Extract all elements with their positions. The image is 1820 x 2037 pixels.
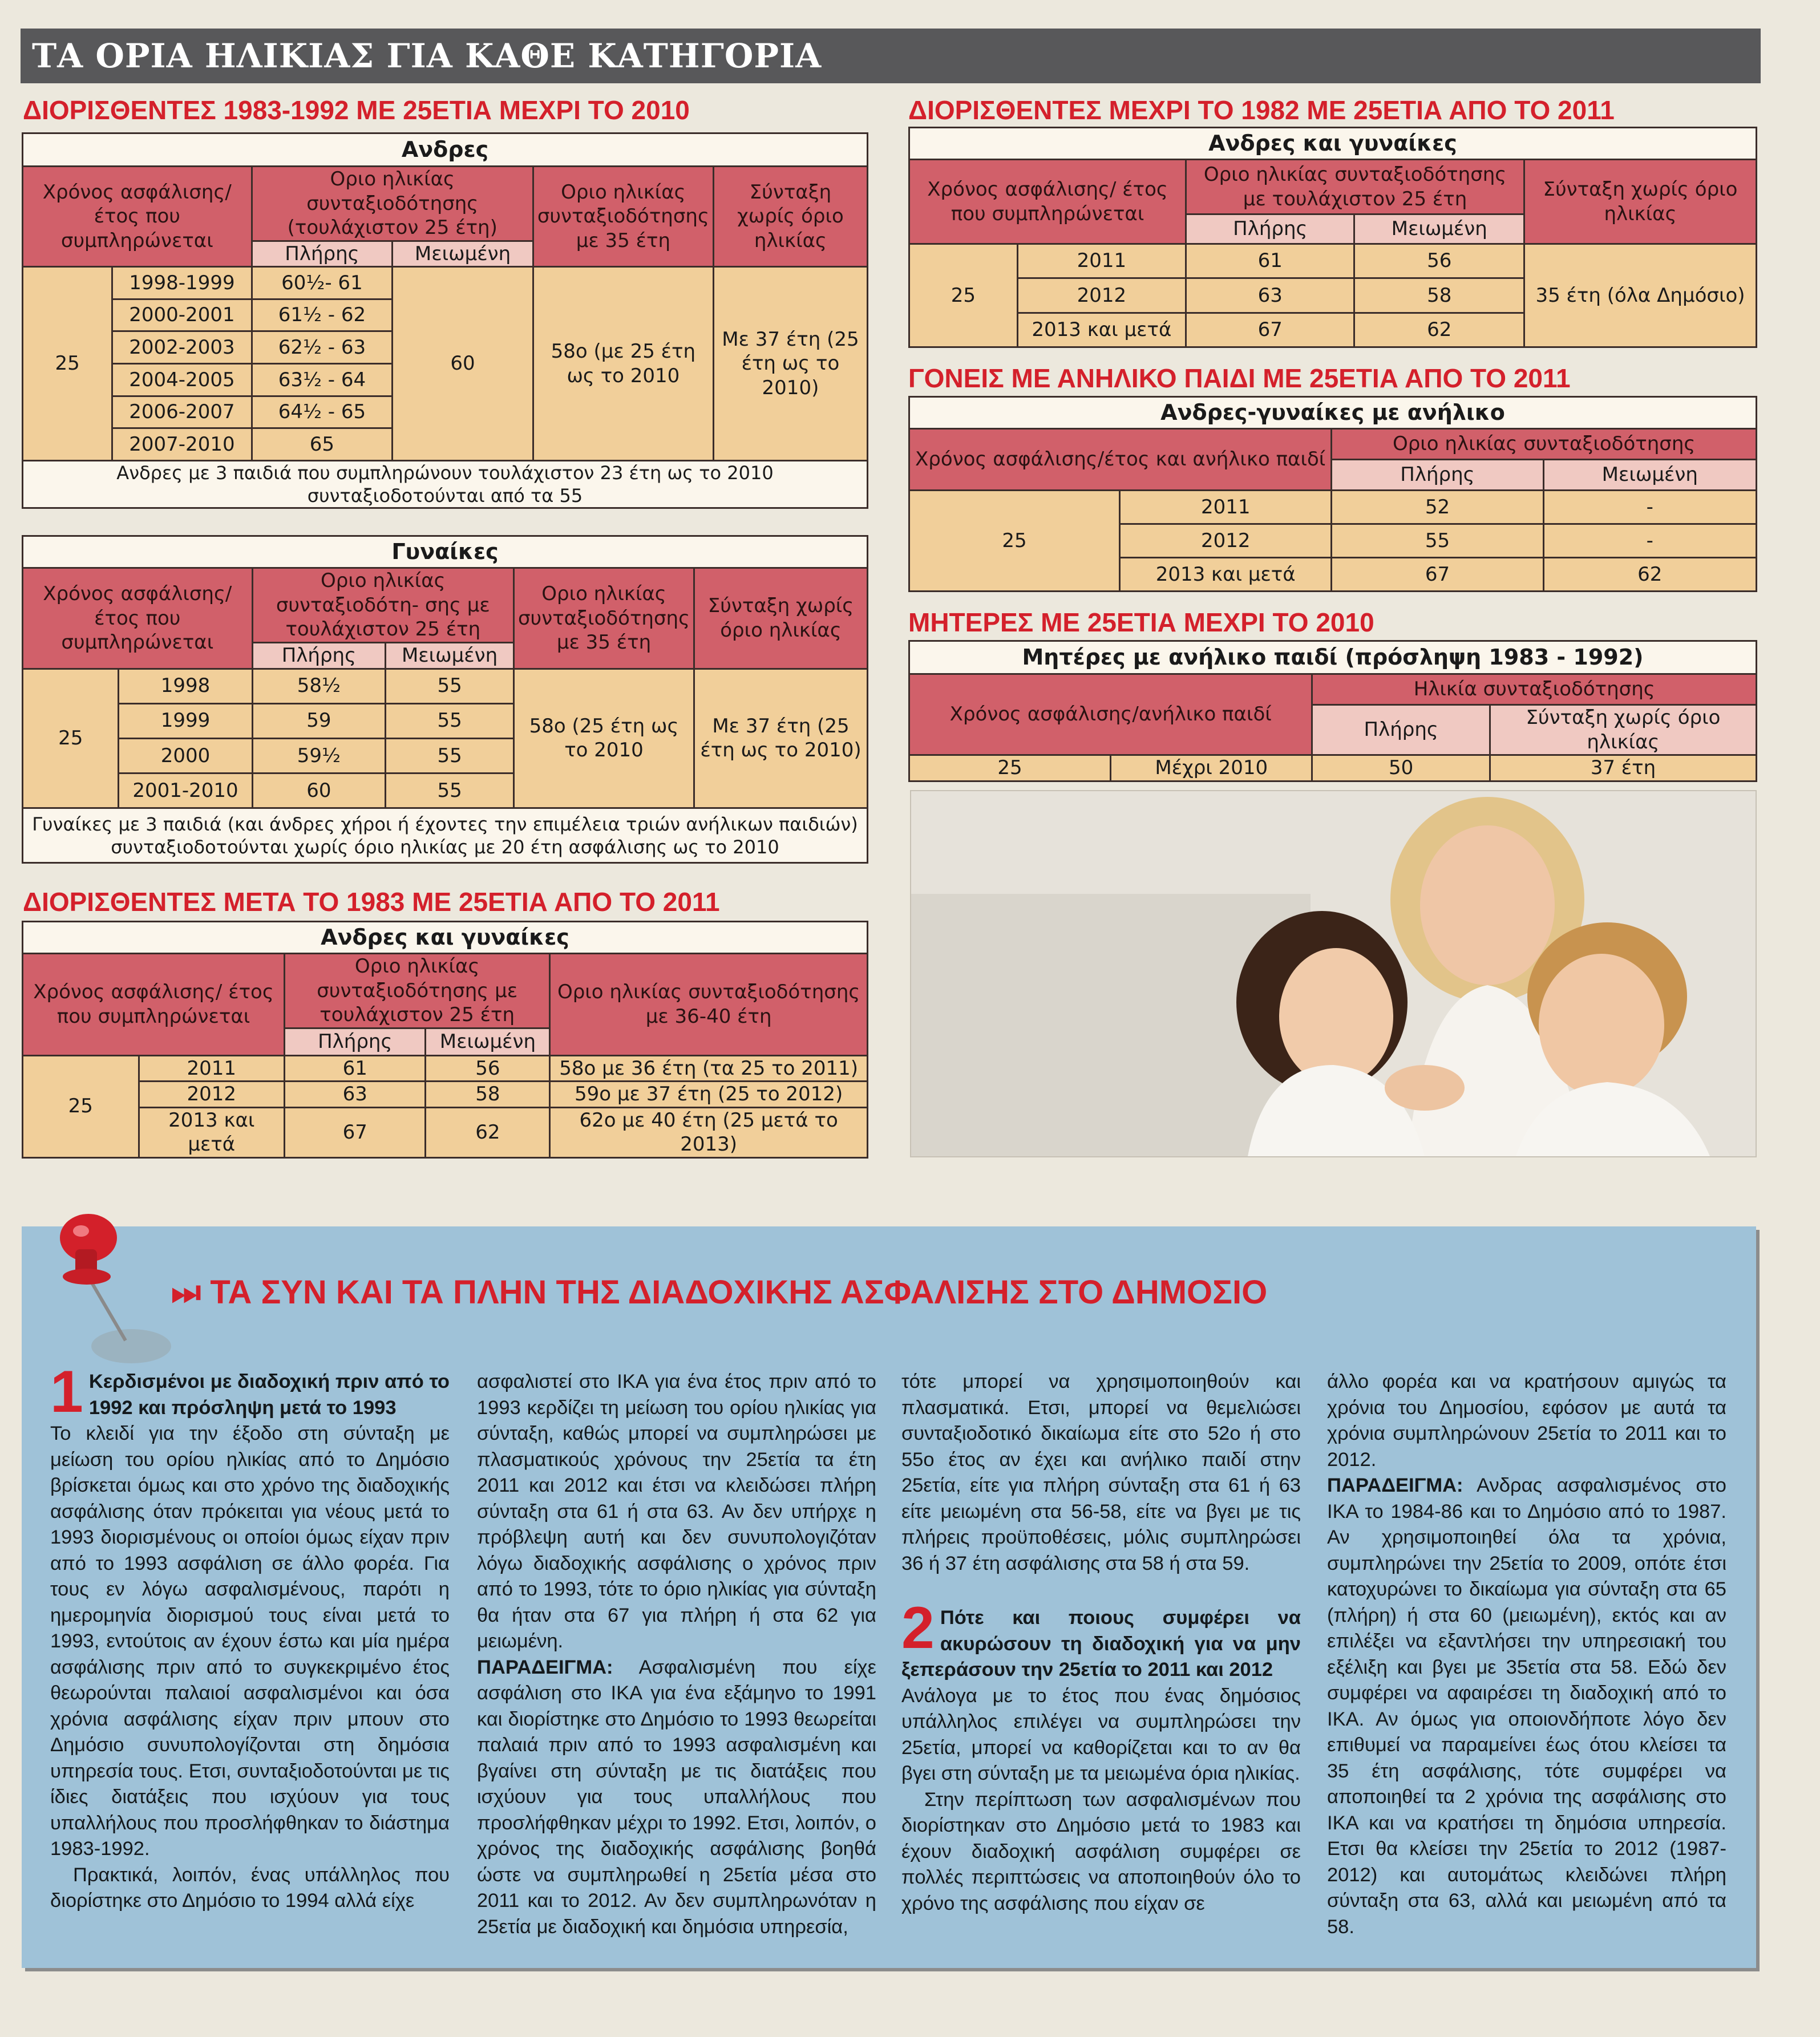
t2-h-limit35: Οριο ηλικίας συνταξιοδότησης με 35 έτη — [513, 568, 694, 669]
t1-row-full: 65 — [252, 428, 393, 461]
t3-h-limit36: Οριο ηλικίας συνταξιοδότησης με 36-40 έτη — [550, 954, 868, 1056]
section-number-2: 2 — [901, 1595, 935, 1661]
section-number-1: 1 — [50, 1359, 83, 1425]
t3-row-reduced: 56 — [426, 1055, 550, 1082]
t1-h-full: Πλήρης — [252, 241, 393, 267]
t5-row-full: 52 — [1332, 491, 1543, 524]
t4-title: ΔΙΟΡΙΣΘΕΝΤΕΣ ΜΕΧΡΙ ΤΟ 1982 ΜΕ 25ΕΤΙΑ ΑΠΟ ΤΟ 2011 — [908, 95, 1615, 125]
t4-caption: Ανδρες και γυναίκες — [909, 128, 1757, 160]
t6-until: Μέχρι 2010 — [1111, 755, 1312, 781]
t3-years: 25 — [23, 1055, 139, 1157]
t5-h-year: Χρόνος ασφάλισης/έτος και ανήλικο παιδί — [909, 429, 1332, 491]
t2-row-full: 58½ — [252, 669, 386, 703]
t5-row-full: 55 — [1332, 524, 1543, 558]
t5-row-reduced: - — [1543, 524, 1756, 558]
t3-row-full: 63 — [285, 1082, 426, 1108]
t5-h-full: Πλήρης — [1332, 460, 1543, 491]
t5-title: ΓΟΝΕΙΣ ΜΕ ΑΝΗΛΙΚΟ ΠΑΙΔΙ ΜΕ 25ΕΤΙΑ ΑΠΟ ΤΟ 2011 — [908, 363, 1571, 393]
t3-caption: Ανδρες και γυναίκες — [23, 922, 868, 954]
t1-limit35: 58ο (με 25 έτη ως το 2010 — [533, 267, 713, 461]
t1-caption: Ανδρες — [23, 133, 868, 167]
t4-row-year: 2012 — [1017, 278, 1186, 313]
t5-row-full: 67 — [1332, 558, 1543, 592]
t4-row-reduced: 56 — [1354, 244, 1524, 278]
t1-nolimit: Με 37 έτη (25 έτη ως το 2010) — [713, 267, 867, 461]
t2-row-reduced: 55 — [386, 669, 514, 703]
article-column-3 — [901, 1369, 1301, 1917]
t2-h-limit25: Οριο ηλικίας συνταξιοδότη- σης με τουλάχιστον 25 έτη — [252, 568, 513, 643]
t3-row-year: 2012 — [139, 1082, 285, 1108]
box-title: ⏭ ΤΑ ΣΥΝ ΚΑΙ ΤΑ ΠΛΗΝ ΤΗΣ ΔΙΑΔΟΧΙΚΗΣ ΑΣΦΑΛΙΣΗΣ ΣΤΟ ΔΗΜΟΣΙΟ — [171, 1274, 1268, 1311]
t6-caption: Μητέρες με ανήλικο παιδί (πρόσληψη 1983 - 1992) — [909, 641, 1757, 674]
t1-row-year: 2007-2010 — [112, 428, 252, 461]
t5-row-year: 2012 — [1120, 524, 1332, 558]
t4-row-reduced: 58 — [1354, 278, 1524, 313]
t5-h-reduced: Μειωμένη — [1543, 460, 1756, 491]
t4-row-full: 67 — [1186, 313, 1354, 347]
t2-row-full: 60 — [252, 773, 386, 808]
t4-row-year: 2013 και μετά — [1017, 313, 1186, 347]
t2-row-full: 59 — [252, 703, 386, 738]
t1-reduced: 60 — [393, 267, 533, 461]
paragraph: Ανδρας ασφαλισμένος στο ΙΚΑ το 1984-86 και το Δημόσιο από το 1987. Αν χρησιμοποιηθεί όλα τα χρόνια, συμπληρώνει την 25ετία το 2009, οπότε έτσι κατοχυρώνει το δικαίωμα για σύνταξη στα 65 (πλήρη) ή στα 60 (μειωμένη), εκτός και αν επιλέξει να εξαντλήσει την υπηρεσιακή του εξέλιξη και βγει με 35ετία στα 58. Εδώ δεν συμφέρει να αφαιρέσει τη διαδοχική από το ΙΚΑ. Αν όμως για οποιονδήποτε λόγο δεν επιθυμεί να παραμείνει έως ότου κλείσει τα 35 έτη ασφάλισης, τότε συμφέρει να αποποιηθεί τα 2 χρόνια της ασφάλισης στο ΙΚΑ και να κρατήσει τη δημόσια υπηρεσία. Ετσι θα κλείσει την 25ετία το 2012 (1987-2012) και αυτομάτως κλειδώνει πλήρη σύνταξη στα 63, αλλά και μειωμένη από τα 58. — [1327, 1475, 1726, 1938]
t2-note: Γυναίκες με 3 παιδιά (και άνδρες χήροι ή έχοντες την επιμέλεια τριών ανήλικων παιδιών) συνταξιοδοτούνται χωρίς όριο ηλικίας με 20 έτη ασφάλισης ως το 2010 — [23, 808, 868, 863]
t5-years: 25 — [909, 491, 1120, 592]
t1-row-full: 64½ - 65 — [252, 396, 393, 428]
t3-row-full: 67 — [285, 1107, 426, 1157]
push-pin-icon — [46, 1204, 183, 1375]
t1-h-nolimit: Σύνταξη χωρίς όριο ηλικίας — [713, 167, 867, 267]
t4-h-limit25: Οριο ηλικίας συνταξιοδότησης με τουλάχιστον 25 έτη — [1186, 160, 1524, 214]
t6-h-full: Πλήρης — [1312, 705, 1490, 755]
t1-row-year: 2004-2005 — [112, 363, 252, 396]
t3-h-limit25: Οριο ηλικίας συνταξιοδότησης με τουλάχιστον 25 έτη — [285, 954, 550, 1028]
t4-row-year: 2011 — [1017, 244, 1186, 278]
t6-h-age: Ηλικία συνταξιοδότησης — [1312, 674, 1757, 705]
t2-nolimit: Με 37 έτη (25 έτη ως το 2010) — [694, 669, 868, 808]
family-photo-illustration — [911, 791, 1756, 1156]
t1-years: 25 — [23, 267, 112, 461]
t3-h-year: Χρόνος ασφάλισης/ έτος που συμπληρώνεται — [23, 954, 285, 1056]
t2-h-year: Χρόνος ασφάλισης/ έτος που συμπληρώνεται — [23, 568, 253, 669]
example-label: ΠΑΡΑΔΕΙΓΜΑ: — [1327, 1475, 1463, 1496]
t5-caption: Ανδρες-γυναίκες με ανήλικο — [909, 397, 1757, 429]
t4-years: 25 — [909, 244, 1018, 347]
t4-row-full: 61 — [1186, 244, 1354, 278]
page-banner: ΤΑ ΟΡΙΑ ΗΛΙΚΙΑΣ ΓΙΑ ΚΑΘΕ ΚΑΤΗΓΟΡΙΑ — [21, 29, 1761, 83]
t5-h-limit: Οριο ηλικίας συνταξιοδότησης — [1332, 429, 1757, 460]
t2-limit35: 58ο (25 έτη ως το 2010 — [513, 669, 694, 808]
t3-row-other: 58ο με 36 έτη (τα 25 το 2011) — [550, 1055, 868, 1082]
t4-h-nolimit: Σύνταξη χωρίς όριο ηλικίας — [1524, 160, 1756, 244]
t6-nolimit: 37 έτη — [1490, 755, 1756, 781]
section-heading-1: Κερδισμένοι με διαδοχική πριν από το 1992 και πρόσληψη μετά το 1993 — [88, 1371, 450, 1419]
t5-row-year: 2013 και μετά — [1120, 558, 1332, 592]
t1-row-full: 63½ - 64 — [252, 363, 393, 396]
until-1982-table — [908, 127, 1757, 348]
t6-years: 25 — [909, 755, 1111, 781]
t3-title: ΔΙΟΡΙΣΘΕΝΤΕΣ ΜΕΤΑ ΤΟ 1983 ΜΕ 25ΕΤΙΑ ΑΠΟ ΤΟ 2011 — [23, 887, 720, 917]
paragraph: τότε μπορεί να χρησιμοποιηθούν και πλασματικά. Ετσι, μπορεί να θεμελιώσει συνταξιοδοτικό δικαίωμα είτε στο 52ο ή στο 55ο έτος αν έχει και ανήλικο παιδί στην 25ετία, είτε για πλήρη σύνταξη στα 61 ή 63 είτε μειωμένη στα 56-58, είτε να βγει με τις πλήρεις προϋποθέσεις, μόλις συμπληρώσει 36 ή 37 έτη ασφάλισης στα 58 ή στα 59. — [901, 1371, 1301, 1574]
t2-row-year: 1998 — [119, 669, 252, 703]
t1-note: Ανδρες με 3 παιδιά που συμπληρώνουν τουλάχιστον 23 έτη ως το 2010 συνταξιοδοτούνται από τα 55 — [23, 461, 868, 508]
t2-row-year: 2001-2010 — [119, 773, 252, 808]
t1-row-year: 2000-2001 — [112, 299, 252, 331]
parents-table — [908, 396, 1757, 592]
section-heading-2: Πότε και ποιους συμφέρει να ακυρώσουν τη διαδοχική για να μην ξεπεράσουν την 25ετία το 2011 και 2012 — [901, 1607, 1301, 1680]
t3-row-year: 2011 — [139, 1055, 285, 1082]
article-column-1 — [50, 1359, 450, 1914]
paragraph: άλλο φορέα και να κρατήσουν αμιγώς τα χρόνια του Δημοσίου, εφόσον με αυτά τα χρόνια συμπληρώνουν 25ετία το 2011 και το 2012. — [1327, 1371, 1726, 1471]
family-photo — [910, 790, 1757, 1157]
paragraph: ασφαλιστεί στο ΙΚΑ για ένα έτος πριν από το 1993 κερδίζει τη μείωση του ορίου ηλικίας για σύνταξη, καθώς μπορεί να συμπληρώσει με πλασματικούς χρόνους την 25ετία τα έτη 2011 και 2012 και έτσι να κλειδώσει πλήρη σύνταξη στα 61 ή στα 63. Αν δεν υπήρχε η πρόβλεψη αυτή και δεν συνυπολογιζόταν λόγω διαδοχικής ασφάλισης ο χρόνος πριν από το 1993, τότε το όριο ηλικίας για σύνταξη θα ήταν στα 67 για πλήρη ή στα 62 για μειωμένη. — [477, 1371, 876, 1652]
t4-h-reduced: Μειωμένη — [1354, 214, 1524, 244]
t2-row-reduced: 55 — [386, 773, 514, 808]
example-label: ΠΑΡΑΔΕΙΓΜΑ: — [477, 1656, 613, 1678]
t2-row-reduced: 55 — [386, 738, 514, 773]
t1-row-year: 2006-2007 — [112, 396, 252, 428]
paragraph: Πρακτικά, λοιπόν, ένας υπάλληλος που διορίστηκε στο Δημόσιο το 1994 αλλά είχε — [50, 1864, 450, 1912]
t1-title: ΔΙΟΡΙΣΘΕΝΤΕΣ 1983-1992 ΜΕ 25ΕΤΙΑ ΜΕΧΡΙ ΤΟ 2010 — [23, 95, 690, 125]
t6-h-nolimit: Σύνταξη χωρίς όριο ηλικίας — [1490, 705, 1756, 755]
t2-h-full: Πλήρης — [252, 642, 386, 669]
t5-row-reduced: - — [1543, 491, 1756, 524]
t1-row-full: 60½- 61 — [252, 267, 393, 299]
t1-row-full: 61½ - 62 — [252, 299, 393, 331]
t3-row-full: 61 — [285, 1055, 426, 1082]
t2-h-nolimit: Σύνταξη χωρίς όριο ηλικίας — [694, 568, 868, 669]
t5-row-year: 2011 — [1120, 491, 1332, 524]
t2-row-full: 59½ — [252, 738, 386, 773]
women-table — [22, 535, 868, 864]
t6-title: ΜΗΤΕΡΕΣ ΜΕ 25ΕΤΙΑ ΜΕΧΡΙ ΤΟ 2010 — [908, 608, 1374, 637]
t6-full: 50 — [1312, 755, 1490, 781]
t3-row-other: 59ο με 37 έτη (25 το 2012) — [550, 1082, 868, 1108]
paragraph: Ανάλογα με το έτος που ένας δημόσιος υπάλληλος επιλέγει να συμπληρώσει την 25ετία, μπορεί να καθορίζεται και το αν θα βγει στη σύνταξη με τα μειωμένα όρια ηλικίας. — [901, 1684, 1301, 1784]
t1-h-limit35: Οριο ηλικίας συνταξιοδότησης με 35 έτη — [533, 167, 713, 267]
t3-h-full: Πλήρης — [285, 1028, 426, 1055]
t2-h-reduced: Μειωμένη — [386, 642, 514, 669]
men-table — [22, 132, 868, 509]
t4-h-year: Χρόνος ασφάλισης/ έτος που συμπληρώνεται — [909, 160, 1186, 244]
t4-h-full: Πλήρης — [1186, 214, 1354, 244]
t3-row-reduced: 58 — [426, 1082, 550, 1108]
t2-years: 25 — [23, 669, 119, 808]
t1-row-year: 2002-2003 — [112, 331, 252, 364]
t1-row-year: 1998-1999 — [112, 267, 252, 299]
t4-row-reduced: 62 — [1354, 313, 1524, 347]
paragraph: Ασφαλισμένη που είχε ασφάλιση στο ΙΚΑ για ένα εξάμηνο το 1991 και διορίστηκε στο Δημόσιο το 1993 θεωρείται παλαιά πριν από το 1993 ασφαλισμένη και βγαίνει στη σύνταξη με τις διατάξεις που ισχύουν για τους υπαλλήλους που προσλήφθηκαν μέχρι το 1992. Ετσι, λοιπόν, ο χρόνος της διαδοχικής ασφάλισης βοηθά ώστε να συμπληρωθεί η 25ετία μέσα στο 2011 και το 2012. Αν δεν συμπληρωνόταν η 25ετία με διαδοχική και δημόσια υπηρεσία, — [477, 1656, 876, 1938]
t3-row-year: 2013 και μετά — [139, 1107, 285, 1157]
t2-caption: Γυναίκες — [23, 536, 868, 568]
t6-h-year: Χρόνος ασφάλισης/ανήλικο παιδί — [909, 674, 1312, 755]
mothers-table — [908, 640, 1757, 782]
paragraph: Το κλειδί για την έξοδο στη σύνταξη με μείωση του ορίου ηλικίας από το Δημόσιο βρίσκεται όμως και στο χρόνο της διαδοχικής ασφάλισης όταν πρόκειται για νέους μετά το 1993 διορισμένους οι οποίοι όμως είχαν πριν από το 1993 ασφάλιση σε άλλο φορέα. Για τους εν λόγω ασφαλισμένους, παρότι η ημερομηνία διορισμού τους είναι μετά το 1993, εντούτοις αν έχουν έστω και μία ημέρα ασφάλισης πριν από το συγκεκριμένο έτος θεωρούνται παλαιοί ασφαλισμένοι και όσα χρόνια ασφάλισης είχαν πριν μπουν στο Δημόσιο συνυπολογίζονται στη δημόσια υπηρεσία τους. Ετσι, συνταξιοδοτούνται με τις ίδιες διατάξεις που ισχύουν για τους υπαλλήλους που προσλήφθηκαν το διάστημα 1983-1992. — [50, 1423, 450, 1860]
t1-row-full: 62½ - 63 — [252, 331, 393, 364]
t1-h-year: Χρόνος ασφάλισης/ έτος που συμπληρώνεται — [23, 167, 252, 267]
t4-nolimit: 35 έτη (όλα Δημόσιο) — [1524, 244, 1756, 347]
t1-h-reduced: Μειωμένη — [393, 241, 533, 267]
t2-row-year: 2000 — [119, 738, 252, 773]
after-1983-table — [22, 921, 868, 1159]
t3-h-reduced: Μειωμένη — [426, 1028, 550, 1055]
t1-h-limit25: Οριο ηλικίας συνταξιοδότησης (τουλάχιστον 25 έτη) — [252, 167, 533, 241]
t2-row-year: 1999 — [119, 703, 252, 738]
t4-row-full: 63 — [1186, 278, 1354, 313]
t3-row-other: 62ο με 40 έτη (25 μετά το 2013) — [550, 1107, 868, 1157]
t3-row-reduced: 62 — [426, 1107, 550, 1157]
t2-row-reduced: 55 — [386, 703, 514, 738]
paragraph: Στην περίπτωση των ασφαλισμένων που διορίστηκαν στο Δημόσιο μετά το 1983 και έχουν διαδοχική ασφάλιση συμφέρει σε πολλές περιπτώσεις να αποποιηθούν όλο το χρόνο της ασφάλισης που είχαν σε — [901, 1788, 1301, 1914]
article-column-2 — [477, 1369, 876, 1940]
article-column-4 — [1327, 1369, 1726, 1940]
t5-row-reduced: 62 — [1543, 558, 1756, 592]
